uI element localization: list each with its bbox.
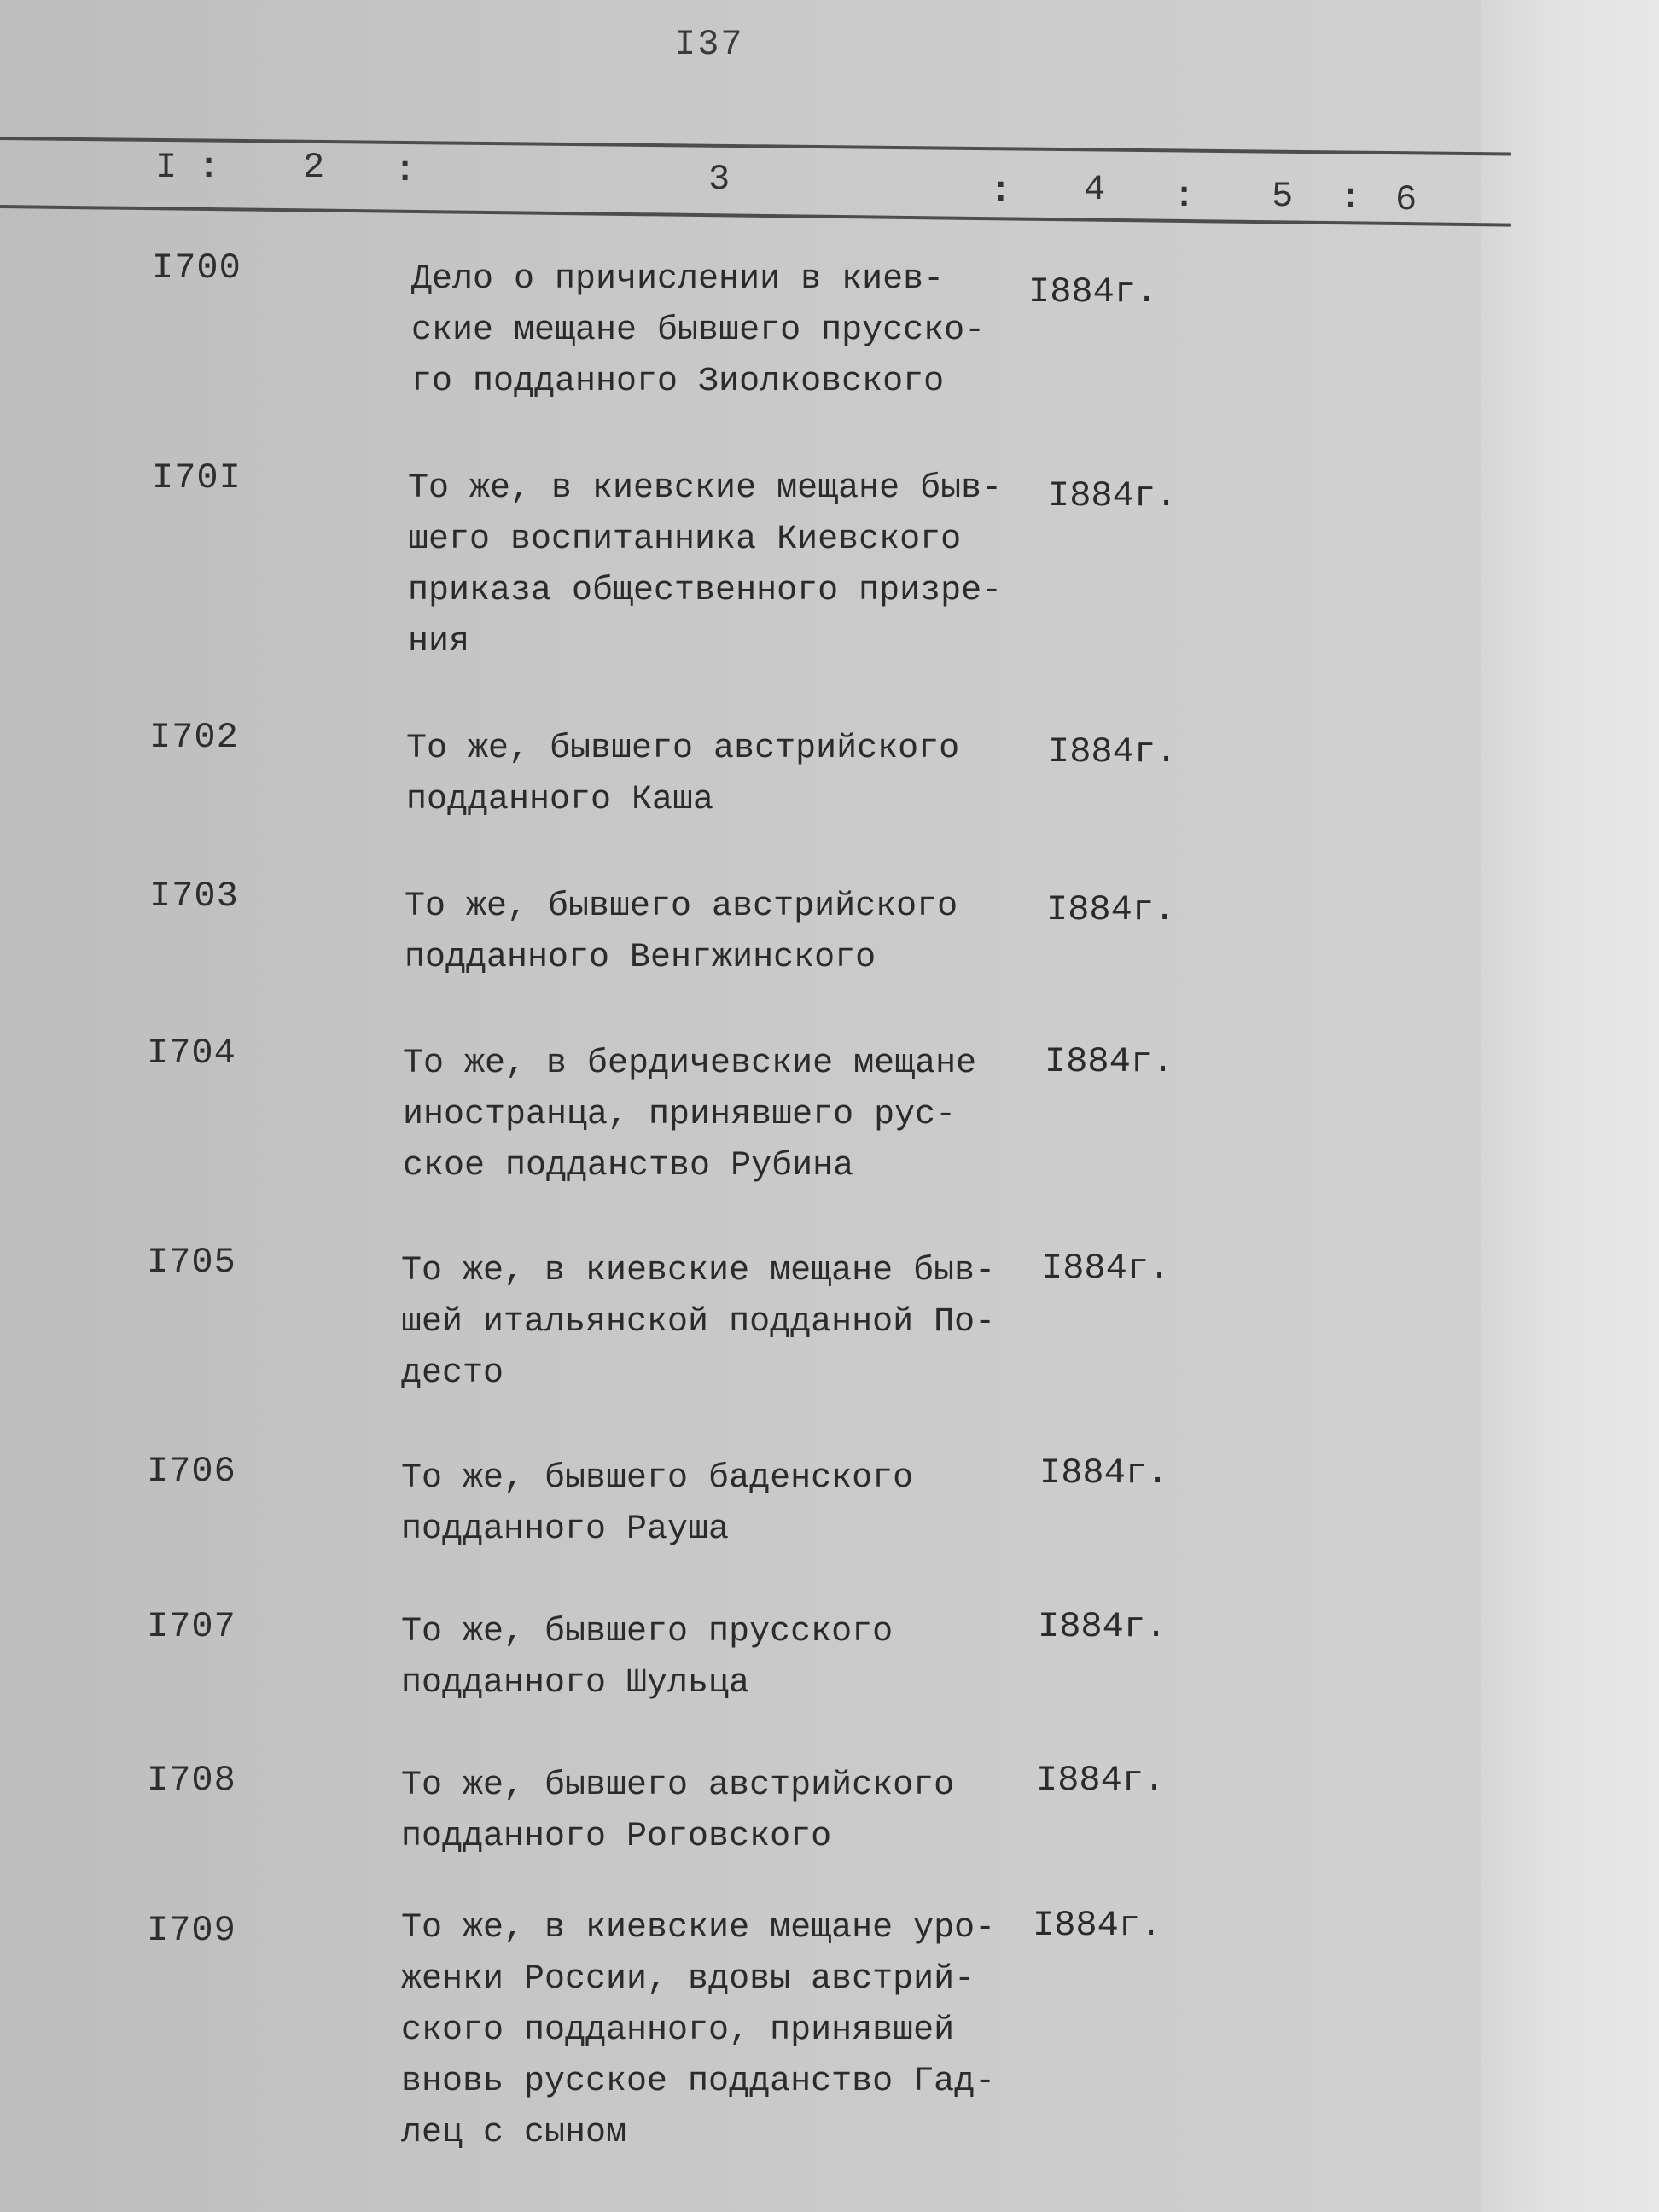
entry-description: То же, бывшего баденского подданного Рауша [401, 1459, 914, 1549]
entry-description: То же, в бердичевские мещане иностранца, принявшего рус- ское подданство Рубина [403, 1045, 977, 1185]
entry-description: То же, бывшего австрийского подданного Роговского [401, 1767, 955, 1856]
entry-number: I707 [147, 1606, 236, 1647]
entry-description: То же, бывшего австрийского подданного Каша [406, 730, 960, 819]
entry-number: I704 [147, 1033, 236, 1074]
entry-year: I884г. [1045, 1041, 1174, 1082]
entry-year: I884г. [1039, 1452, 1169, 1493]
entry-number: I708 [147, 1760, 236, 1801]
entry-description: То же, бывшего прусского подданного Шульца [401, 1613, 894, 1703]
entry-number: I709 [147, 1910, 236, 1951]
column-header-4: 4 [1084, 169, 1106, 210]
page-margin [1481, 0, 1659, 2212]
entry-number: I706 [147, 1451, 236, 1492]
entry-description: То же, в киевские мещане быв- шей итальянской подданной По- десто [401, 1252, 996, 1393]
entry-year: I884г. [1048, 731, 1178, 772]
entry-year: I884г. [1038, 1606, 1167, 1647]
entry-year: I884г. [1046, 889, 1176, 930]
entry-description: То же, в киевские мещане уро- женки России, вдовы австрий- ского подданного, принявшей вновь русское подданство Гад- лец с сыном [401, 1909, 996, 2152]
column-separator: : [990, 171, 1012, 212]
column-header-1: I [155, 147, 178, 188]
column-separator: : [1340, 178, 1362, 218]
entry-number: I70I [152, 457, 242, 498]
entry-description: Дело о причислении в киев- ские мещане бывшего прусско- го подданного Зиолковского [411, 260, 986, 401]
entry-description: То же, в киевские мещане быв- шего воспитанника Киевского приказа общественного призре- ния [408, 469, 1003, 661]
column-header-3: 3 [708, 159, 731, 200]
entry-year: I884г. [1036, 1760, 1166, 1801]
entry-year: I884г. [1033, 1905, 1162, 1946]
entry-number: I700 [152, 247, 242, 288]
column-separator: : [394, 150, 416, 191]
column-header-5: 5 [1272, 176, 1294, 217]
entry-number: I705 [147, 1242, 236, 1283]
entry-description: То же, бывшего австрийского подданного Венгжинского [405, 888, 958, 977]
column-header-6: 6 [1395, 179, 1417, 220]
entry-number: I703 [149, 876, 239, 917]
entry-number: I702 [149, 717, 239, 758]
entry-year: I884г. [1048, 475, 1178, 516]
column-separator: : [198, 147, 220, 188]
entry-year: I884г. [1041, 1248, 1171, 1289]
entry-year: I884г. [1028, 271, 1158, 312]
table-top-rule [0, 137, 1511, 156]
column-separator: : [1173, 176, 1196, 217]
page-number: I37 [674, 24, 744, 65]
column-header-2: 2 [303, 147, 325, 188]
